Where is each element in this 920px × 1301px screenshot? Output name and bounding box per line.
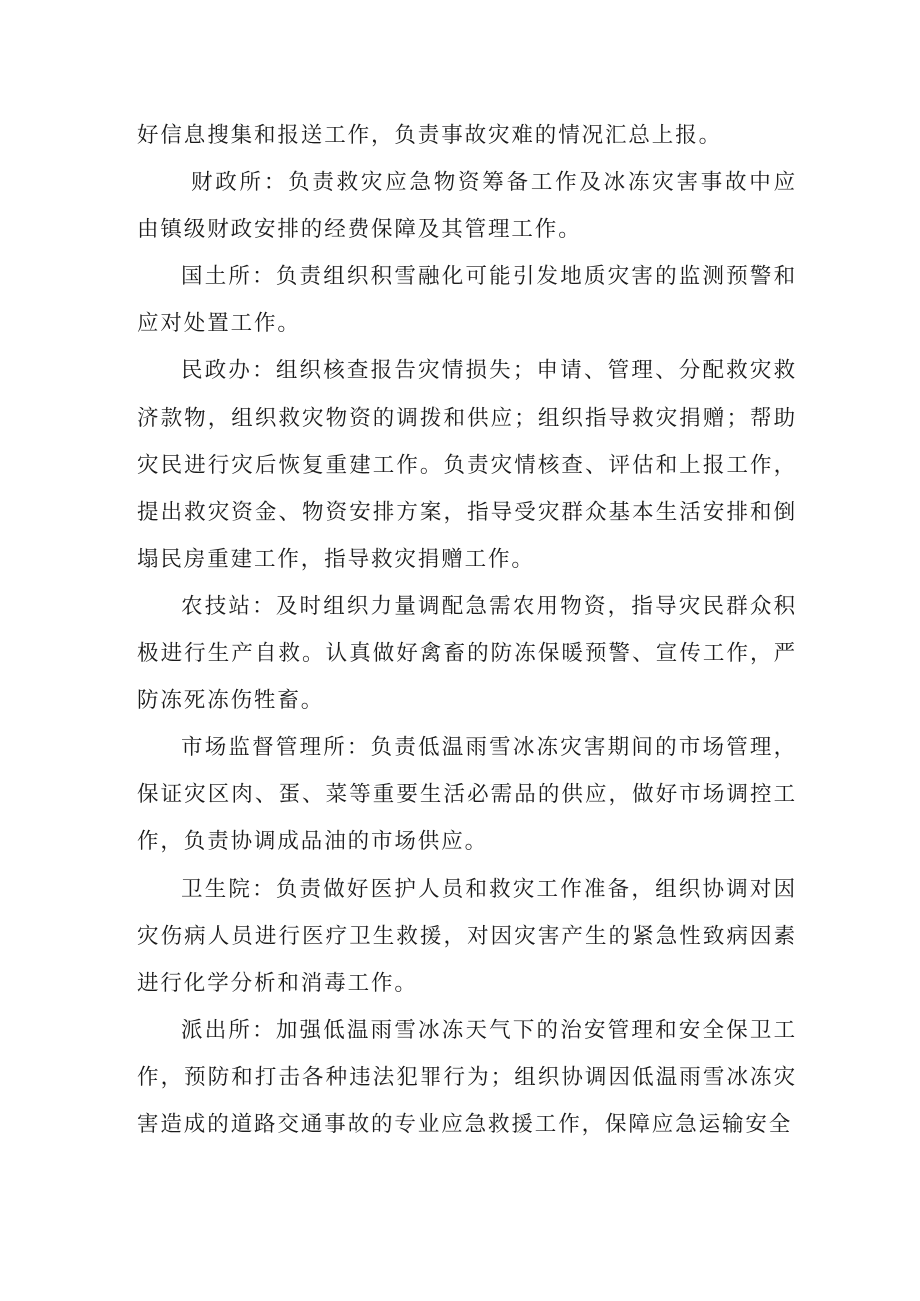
paragraph-civil-affairs-office: 民政办：组织核查报告灾情损失；申请、管理、分配救灾救济款物，组织救灾物资的调拨和供应；组织指导救灾捐赠；帮助灾民进行灾后恢复重建工作。负责灾情核查、评估和上报工作，提出救灾资金、物资安排方案，指导受灾群众基本生活安排和倒塌民房重建工作，指导救灾捐赠工作。 bbox=[137, 358, 797, 572]
paragraph-agricultural-station: 农技站：及时组织力量调配急需农用物资，指导灾民群众积极进行生产自救。认真做好禽畜的防冻保暖预警、宣传工作，严防冻死冻伤牲畜。 bbox=[137, 593, 797, 714]
paragraph-police-station: 派出所：加强低温雨雪冰冻天气下的治安管理和安全保卫工作，预防和打击各种违法犯罪行为；组织协调因低温雨雪冰冻灾害造成的道路交通事故的专业应急救援工作，保障应急运输安全 bbox=[137, 1017, 797, 1137]
document-body bbox=[137, 112, 797, 1148]
paragraph-health-center: 卫生院：负责做好医护人员和救灾工作准备，组织协调对因灾伤病人员进行医疗卫生救援，对因灾害产生的紧急性致病因素进行化学分析和消毒工作。 bbox=[137, 876, 797, 996]
paragraph-land-office: 国土所：负责组织积雪融化可能引发地质灾害的监测预警和应对处置工作。 bbox=[137, 264, 797, 337]
paragraph-continuation: 好信息搜集和报送工作，负责事故灾难的情况汇总上报。 bbox=[137, 123, 723, 148]
paragraph-market-supervision-office: 市场监督管理所：负责低温雨雪冰冻灾害期间的市场管理，保证灾区肉、蛋、菜等重要生活必需品的供应，做好市场调控工作，负责协调成品油的市场供应。 bbox=[137, 735, 797, 855]
paragraph-finance-office: 财政所：负责救灾应急物资筹备工作及冰冻灾害事故中应由镇级财政安排的经费保障及其管理工作。 bbox=[137, 170, 797, 243]
